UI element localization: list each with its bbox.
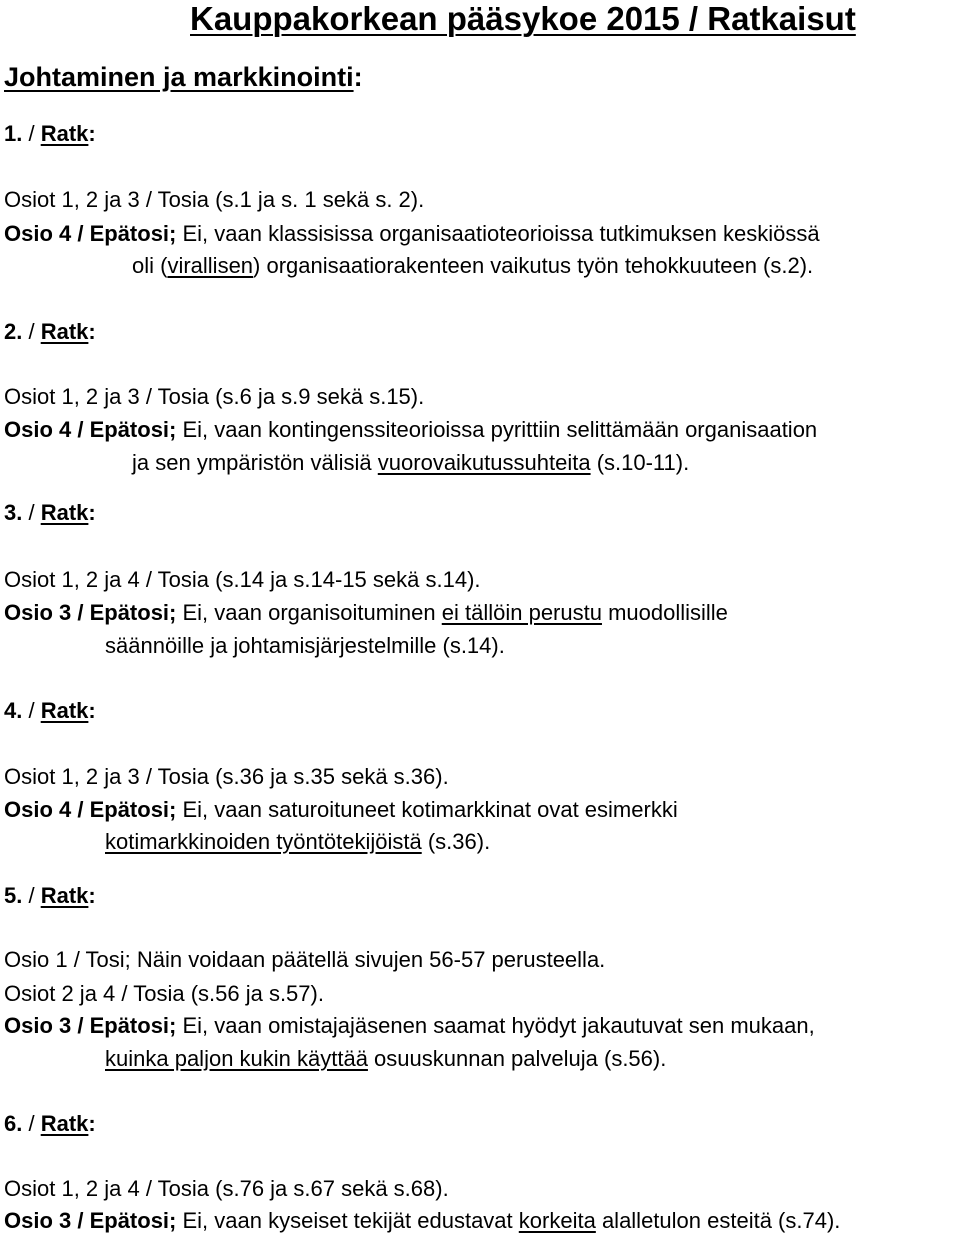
wrong-text: Ei, vaan kyseiset tekijät edustavat	[176, 1208, 519, 1233]
section-heading-text: Johtaminen ja markkinointi	[4, 62, 354, 92]
wrong-text: alalletulon esteitä (s.74).	[595, 1208, 841, 1233]
wrong-statement-3	[4, 599, 728, 627]
correct-statement-6: Osiot 1, 2 ja 4 / Tosia (s.76 ja s.67 sekä s.68).	[4, 1176, 449, 1201]
wrong-statement-4	[4, 796, 678, 824]
correct-statement-5: Osiot 2 ja 4 / Tosia (s.56 ja s.57).	[4, 981, 324, 1006]
question-colon: :	[88, 319, 96, 344]
section-heading-colon: :	[353, 62, 363, 92]
wrong-statement-1	[4, 220, 820, 248]
wrong-statement-2-cont	[132, 449, 689, 477]
correct-statement-3: Osiot 1, 2 ja 4 / Tosia (s.14 ja s.14-15 sekä s.14).	[4, 567, 481, 592]
question-number: 1.	[4, 121, 23, 146]
question-sep: /	[22, 121, 41, 146]
document-title: Kauppakorkean pääsykoe 2015 / Ratkaisut	[190, 0, 856, 37]
wrong-text-underlined: ei tällöin perustu	[441, 600, 602, 625]
wrong-label: Osio 4 / Epätosi;	[4, 797, 177, 822]
wrong-text: osuuskunnan palveluja (s.56).	[367, 1046, 667, 1071]
wrong-text: ) organisaatiorakenteen vaikutus työn tehokkuuteen (s.2).	[253, 253, 814, 278]
question-heading-4	[4, 697, 96, 725]
correct-statement-4: Osiot 1, 2 ja 3 / Tosia (s.36 ja s.35 sekä s.36).	[4, 764, 449, 789]
wrong-text-underlined: korkeita	[518, 1208, 596, 1233]
question-colon: :	[88, 1111, 96, 1136]
wrong-label: Osio 3 / Epätosi;	[4, 600, 177, 625]
wrong-statement-4-cont	[105, 828, 490, 856]
question-colon: :	[88, 698, 96, 723]
question-sep: /	[22, 883, 41, 908]
question-colon: :	[88, 121, 96, 146]
wrong-text: Ei, vaan organisoituminen	[176, 600, 442, 625]
section-heading	[4, 60, 363, 94]
wrong-text-underlined: vuorovaikutussuhteita	[377, 450, 591, 475]
wrong-text-underlined: kotimarkkinoiden työntötekijöistä	[105, 829, 422, 854]
wrong-text: Ei, vaan omistajajäsenen saamat hyödyt jakautuvat sen mukaan,	[176, 1013, 815, 1038]
question-sep: /	[22, 1111, 41, 1136]
wrong-label: Osio 3 / Epätosi;	[4, 1208, 177, 1233]
question-colon: :	[88, 500, 96, 525]
ratk-label: Ratk	[40, 319, 89, 344]
question-heading-5	[4, 882, 96, 910]
wrong-label: Osio 3 / Epätosi;	[4, 1013, 177, 1038]
question-number: 5.	[4, 883, 23, 908]
question-sep: /	[22, 500, 41, 525]
wrong-text: Ei, vaan kontingenssiteorioissa pyrittiin selittämään organisaation	[176, 417, 818, 442]
wrong-text: (s.10-11).	[590, 450, 690, 475]
question-heading-1	[4, 120, 96, 148]
wrong-statement-6	[4, 1207, 840, 1235]
true-statement-5: Osio 1 / Tosi; Näin voidaan päätellä sivujen 56-57 perusteella.	[4, 947, 606, 972]
question-colon: :	[88, 883, 96, 908]
question-number: 3.	[4, 500, 23, 525]
wrong-text: oli (	[132, 253, 168, 278]
question-heading-3	[4, 499, 96, 527]
question-sep: /	[22, 698, 41, 723]
ratk-label: Ratk	[40, 121, 89, 146]
wrong-text: ja sen ympäristön välisiä	[132, 450, 378, 475]
question-number: 2.	[4, 319, 23, 344]
wrong-label: Osio 4 / Epätosi;	[4, 417, 177, 442]
wrong-text-underlined: virallisen	[167, 253, 254, 278]
wrong-text: (s.36).	[421, 829, 491, 854]
correct-statement-1: Osiot 1, 2 ja 3 / Tosia (s.1 ja s. 1 sekä s. 2).	[4, 187, 425, 212]
ratk-label: Ratk	[40, 500, 89, 525]
wrong-text: muodollisille	[601, 600, 728, 625]
wrong-statement-3-cont: säännöille ja johtamisjärjestelmille (s.14).	[105, 633, 505, 658]
wrong-text: Ei, vaan saturoituneet kotimarkkinat ovat esimerkki	[176, 797, 678, 822]
question-sep: /	[22, 319, 41, 344]
ratk-label: Ratk	[40, 698, 89, 723]
wrong-text: Ei, vaan klassisissa organisaatioteorioissa tutkimuksen keskiössä	[176, 221, 820, 246]
ratk-label: Ratk	[40, 1111, 89, 1136]
wrong-statement-2	[4, 416, 817, 444]
question-number: 6.	[4, 1111, 23, 1136]
question-heading-2	[4, 318, 96, 346]
wrong-statement-1-cont	[132, 252, 813, 280]
question-heading-6	[4, 1110, 96, 1138]
wrong-text-underlined: kuinka paljon kukin käyttää	[105, 1046, 368, 1071]
ratk-label: Ratk	[40, 883, 89, 908]
correct-statement-2: Osiot 1, 2 ja 3 / Tosia (s.6 ja s.9 sekä s.15).	[4, 384, 425, 409]
wrong-label: Osio 4 / Epätosi;	[4, 221, 177, 246]
wrong-statement-5-cont	[105, 1045, 666, 1073]
wrong-statement-5	[4, 1012, 815, 1040]
question-number: 4.	[4, 698, 23, 723]
